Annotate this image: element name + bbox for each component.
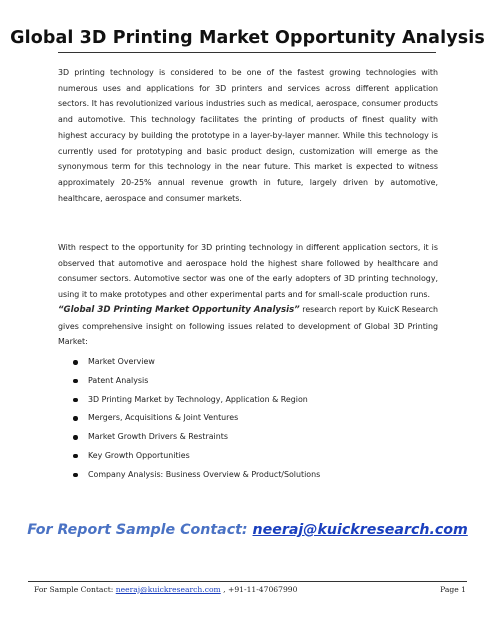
document-title: Global 3D Printing Market Opportunity Analysis bbox=[10, 28, 485, 48]
list-item bbox=[58, 353, 438, 372]
intro-paragraph: 3D printing technology is considered to be one of the fastest growing technologies with numerous uses and applications for 3D printers and services across different application sectors. It has revolutionized various industries such as medical, aerospace, consumer products and automotive. This technology facilitates the printing of products of finest quality with highest accuracy by building the prototype in a layer-by-layer manner. While this technology is currently used for prototyping and basic product design, customization will emerge as the synonymous term for this technology in the near future. This market is expected to witness approximately 20-25% annual revenue growth in future, largely driven by automotive, healthcare, aerospace and consumer markets. bbox=[58, 68, 438, 203]
contact-label: For Report Sample Contact: bbox=[27, 522, 253, 538]
bullet-icon bbox=[73, 473, 78, 478]
bullet-icon bbox=[73, 360, 78, 365]
bullet-icon bbox=[73, 379, 78, 384]
report-paragraph-text: research report by KuicK Research gives comprehensive insight on following issues related to development of Global 3D Printing Market: bbox=[58, 305, 438, 347]
list-item-text: Patent Analysis bbox=[88, 375, 149, 385]
list-item bbox=[58, 428, 438, 447]
list-item bbox=[58, 409, 438, 428]
title-divider bbox=[58, 52, 436, 53]
footer-label: For Sample Contact: bbox=[34, 585, 116, 594]
opportunity-paragraph: With respect to the opportunity for 3D printing technology in different application sectors, it is observed that automotive and aerospace hold the highest share followed by healthcare and consumer sectors. Automotive sector was one of the early adopters of 3D printing technology, using it to make prototypes and other experimental parts and for small-scale production runs. bbox=[58, 243, 438, 300]
bullet-icon bbox=[73, 435, 78, 440]
list-item-text: 3D Printing Market by Technology, Application & Region bbox=[88, 394, 308, 404]
report-contact bbox=[0, 522, 495, 538]
list-item-text: Market Growth Drivers & Restraints bbox=[88, 432, 228, 442]
list-item bbox=[58, 372, 438, 391]
list-item-text: Mergers, Acquisitions & Joint Ventures bbox=[88, 413, 239, 423]
footer-divider bbox=[28, 581, 467, 582]
list-item-text: Key Growth Opportunities bbox=[88, 450, 190, 460]
page-number: Page 1 bbox=[440, 585, 466, 594]
report-paragraph bbox=[58, 302, 438, 350]
contact-email-link[interactable]: neeraj@kuickresearch.com bbox=[252, 522, 468, 538]
footer-phone: , +91-11-47067990 bbox=[220, 585, 298, 594]
list-item bbox=[58, 447, 438, 466]
list-item-text: Market Overview bbox=[88, 357, 155, 366]
footer-email-link[interactable]: neeraj@kuickresearch.com bbox=[115, 585, 221, 594]
bullet-icon bbox=[73, 454, 78, 459]
bullet-icon bbox=[73, 416, 78, 421]
list-item-text: Company Analysis: Business Overview & Product/Solutions bbox=[88, 469, 321, 479]
list-item bbox=[58, 466, 438, 485]
bullet-icon bbox=[73, 398, 78, 403]
list-item bbox=[58, 391, 438, 410]
report-title-emphasis: “Global 3D Printing Market Opportunity Analysis” bbox=[58, 305, 300, 315]
topics-list bbox=[58, 353, 438, 485]
page-footer bbox=[34, 585, 466, 594]
